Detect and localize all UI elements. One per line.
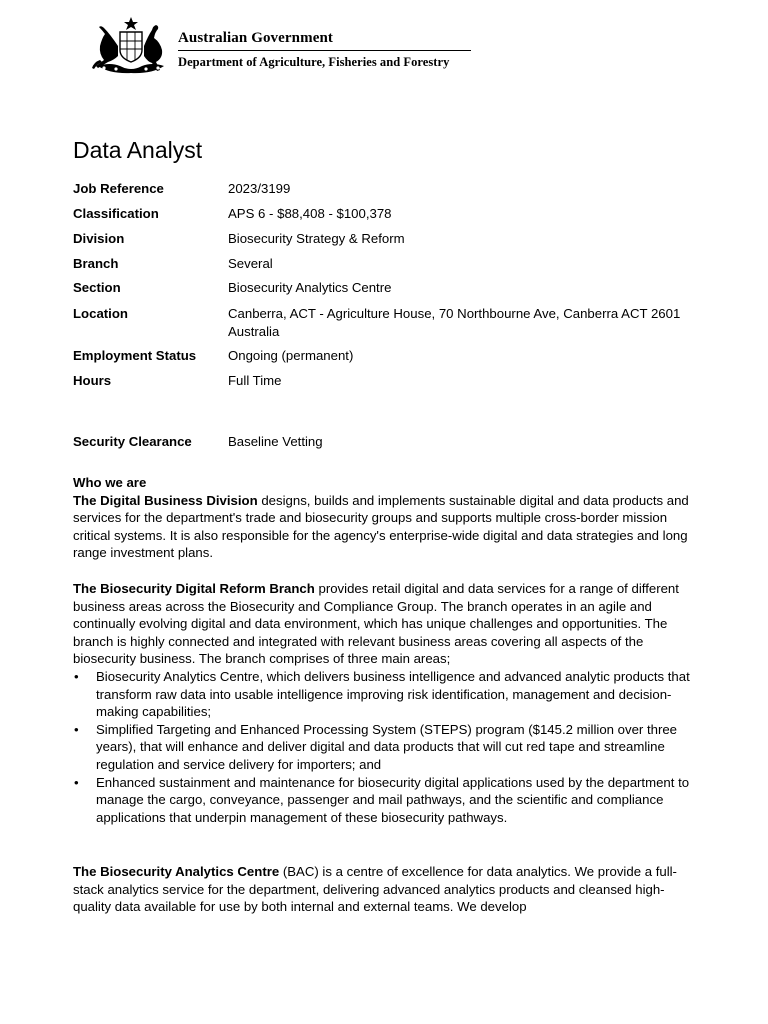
list-item-text: Enhanced sustainment and maintenance for biosecurity digital applications used by the department to manage the cargo, conveyance, passenger and mail pathways, and the scientific and compliance applications that underpin management of these biosecurity pathways. bbox=[96, 774, 690, 825]
paragraph-lead: The Biosecurity Analytics Centre bbox=[73, 864, 280, 879]
list-item bbox=[73, 721, 698, 774]
bullet-icon: • bbox=[74, 721, 79, 737]
analytics-centre-section bbox=[73, 863, 698, 916]
paragraph-biosecurity-analytics-centre bbox=[73, 863, 698, 916]
department-title: Department of Agriculture, Fisheries and Forestry bbox=[178, 55, 450, 69]
paragraph-biosecurity-digital-reform-branch bbox=[73, 580, 698, 668]
detail-label: Job Reference bbox=[73, 181, 164, 196]
detail-value: Several bbox=[228, 256, 273, 271]
paragraph-lead: The Digital Business Division bbox=[73, 492, 258, 508]
list-item bbox=[73, 774, 698, 827]
government-title: Australian Government bbox=[178, 30, 334, 46]
page-title: Data Analyst bbox=[73, 137, 203, 163]
detail-value: Baseline Vetting bbox=[228, 434, 323, 449]
paragraph-text: (BAC) is a centre of excellence for data analytics. We provide a full-stack analytics service for the department, delivering advanced analytics products and cleansed high-quality data available for use by both internal and external teams. We develop bbox=[73, 864, 677, 915]
detail-value: Ongoing (permanent) bbox=[228, 348, 354, 363]
list-item-text: Simplified Targeting and Enhanced Processing System (STEPS) program ($145.2 million over three years), that will enhance and deliver digital and data products that will cut red tape and streamline regulation and service delivery for importers; and bbox=[96, 721, 678, 772]
branch-section bbox=[73, 580, 698, 826]
detail-label: Division bbox=[73, 231, 125, 246]
detail-label: Branch bbox=[73, 256, 119, 271]
detail-label: Employment Status bbox=[73, 348, 197, 363]
detail-value: APS 6 - $88,408 - $100,378 bbox=[228, 206, 392, 221]
bullet-icon: • bbox=[74, 774, 79, 790]
detail-value: Biosecurity Strategy & Reform bbox=[228, 231, 405, 246]
list-item bbox=[73, 668, 698, 721]
branch-areas-list bbox=[73, 668, 698, 826]
bullet-icon: • bbox=[74, 668, 79, 684]
paragraph-lead: The Biosecurity Digital Reform Branch bbox=[73, 581, 315, 596]
list-item-text: Biosecurity Analytics Centre, which delivers business intelligence and advanced analytic products that transform raw data into usable intelligence improving risk identification, management and decision-making capabilities; bbox=[96, 668, 690, 720]
paragraph-text: provides retail digital and data services for a range of different business areas across the Biosecurity and Compliance Group. The branch operates in an agile and continually evolving digital and data environment, which has unique challenges and opportunities. The branch is highly connected and integrated with relevant business areas covering all aspects of the biosecurity business. The branch comprises of three main areas; bbox=[73, 581, 679, 667]
section-heading: Who we are bbox=[73, 475, 147, 490]
detail-value: Biosecurity Analytics Centre bbox=[228, 280, 392, 295]
who-we-are-section bbox=[73, 474, 698, 562]
detail-label: Classification bbox=[73, 206, 159, 221]
detail-value: Full Time bbox=[228, 373, 282, 388]
detail-value: Canberra, ACT - Agriculture House, 70 Northbourne Ave, Canberra ACT 2601 Australia bbox=[228, 306, 681, 339]
detail-label: Hours bbox=[73, 373, 112, 388]
paragraph-text: designs, builds and implements sustainable digital and data products and services for the department's trade and biosecurity groups and supports multiple cross-border mission critical systems. It is also responsible for the agency's enterprise-wide digital and data strategies and long range investment plans. bbox=[73, 492, 689, 561]
detail-value: 2023/3199 bbox=[228, 181, 291, 196]
commonwealth-coat-of-arms-icon bbox=[90, 16, 172, 74]
paragraph-digital-business-division bbox=[73, 492, 698, 562]
detail-label: Location bbox=[73, 306, 128, 321]
detail-label: Security Clearance bbox=[73, 434, 192, 449]
header-divider bbox=[178, 50, 471, 51]
detail-label: Section bbox=[73, 280, 121, 295]
